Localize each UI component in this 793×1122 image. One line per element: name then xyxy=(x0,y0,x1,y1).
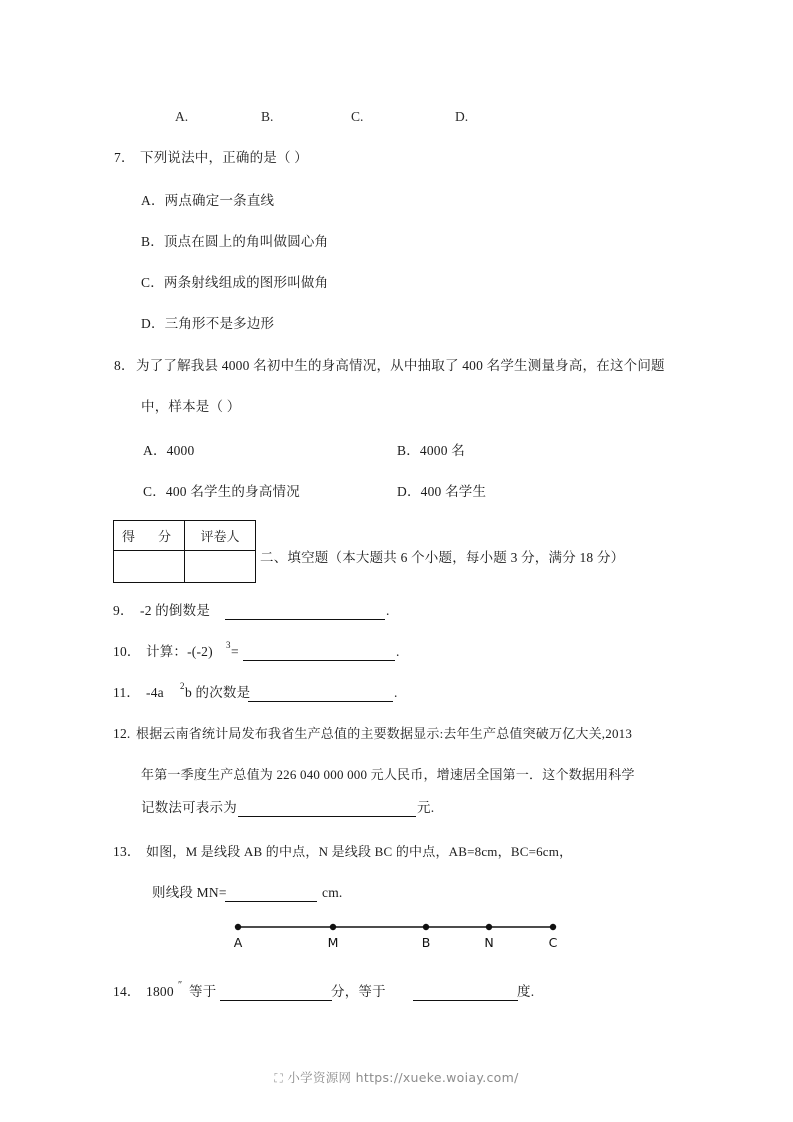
question-14-blank-2[interactable] xyxy=(413,985,518,1001)
question-14-mid-2: 分，等于 xyxy=(331,984,386,999)
question-13-blank[interactable] xyxy=(225,886,317,902)
question-8-option-b: B．4000 名 xyxy=(397,443,465,458)
segment-point-c xyxy=(550,924,556,930)
score-table-marker-value[interactable] xyxy=(185,551,256,583)
question-12-line-3-suffix: 元. xyxy=(417,800,435,815)
score-table-score-header xyxy=(114,521,185,551)
choice-letter-c: C. xyxy=(351,109,364,124)
question-14-mid-1: 等于 xyxy=(189,984,217,999)
question-10-blank[interactable] xyxy=(243,645,395,661)
question-9-suffix: . xyxy=(386,603,390,618)
segment-point-n xyxy=(486,924,492,930)
score-table-header-row xyxy=(114,521,256,551)
question-14-unit-mark: ″ xyxy=(178,980,183,991)
question-7-option-a: A．两点确定一条直线 xyxy=(141,193,275,208)
question-12-number: 12. xyxy=(113,726,131,741)
question-11-prefix: -4a xyxy=(146,685,164,700)
question-9-blank[interactable] xyxy=(225,604,385,620)
question-10-number: 10． xyxy=(113,644,141,659)
score-table-marker-header xyxy=(185,521,256,551)
question-14-number: 14． xyxy=(113,984,141,999)
footer-site-name: 小学资源网 xyxy=(287,1070,352,1085)
segment-point-a xyxy=(235,924,241,930)
question-7-stem: 下列说法中，正确的是（ ） xyxy=(140,150,308,165)
question-11-suffix: . xyxy=(394,685,398,700)
segment-label-m: M xyxy=(327,935,339,950)
question-8-option-d: D．400 名学生 xyxy=(397,484,487,499)
segment-label-b: B xyxy=(421,935,431,950)
question-8-option-a: A．4000 xyxy=(143,443,195,458)
question-7-option-b: B．顶点在圆上的角叫做圆心角 xyxy=(141,234,329,249)
question-11-prefix-2: b 的次数是 xyxy=(185,685,251,700)
question-13-line-1: 如图，M 是线段 AB 的中点，N 是线段 BC 的中点，AB=8cm，BC=6cm， xyxy=(146,844,573,859)
site-logo-icon: ⛶ xyxy=(274,1071,284,1085)
question-12-line-3-prefix: 记数法可表示为 xyxy=(141,800,237,815)
segment-label-n: N xyxy=(484,935,494,950)
question-12-line-1: 根据云南省统计局发布我省生产总值的主要数据显示:去年生产总值突破万亿大关,2013 xyxy=(136,726,633,741)
question-8-option-c: C．400 名学生的身高情况 xyxy=(143,484,300,499)
question-10-suffix: . xyxy=(396,644,400,659)
question-14-blank-1[interactable] xyxy=(220,985,332,1001)
score-table-value-row xyxy=(114,551,256,583)
score-table-score-value[interactable] xyxy=(114,551,185,583)
choice-letter-d: D. xyxy=(455,109,469,124)
question-8-number: 8． xyxy=(114,358,135,373)
question-10-prefix: 计算：-(-2) xyxy=(146,644,213,659)
question-11-exponent: 2 xyxy=(180,681,185,691)
question-8-stem-line-2: 中，样本是（ ） xyxy=(141,399,241,414)
footer-watermark xyxy=(0,1068,793,1086)
question-9-number: 9． xyxy=(113,603,134,618)
question-12-line-2: 年第一季度生产总值为 226 040 000 000 元人民币，增速居全国第一．这个数据用科学 xyxy=(141,767,635,782)
question-13-line-2-prefix: 则线段 MN= xyxy=(152,885,227,900)
choice-letter-b: B. xyxy=(261,109,274,124)
marker-header-label: 评卷人 xyxy=(200,529,240,544)
choice-letter-a: A. xyxy=(175,109,189,124)
question-11-number: 11． xyxy=(113,685,141,700)
question-7-number: 7． xyxy=(114,150,135,165)
question-7-option-c: C．两条射线组成的图形叫做角 xyxy=(141,275,329,290)
question-13-line-2-suffix: cm. xyxy=(322,885,343,900)
section-two-heading: 二、填空题（本大题共 6 个小题，每小题 3 分，满分 18 分） xyxy=(260,550,625,565)
segment-label-c: C xyxy=(548,935,558,950)
question-11-blank[interactable] xyxy=(248,686,393,702)
segment-point-m xyxy=(330,924,336,930)
question-9-prefix: -2 的倒数是 xyxy=(140,603,211,618)
segment-label-a: A xyxy=(233,935,243,950)
footer-url[interactable]: https://xueke.woiay.com/ xyxy=(355,1070,519,1085)
score-header-label: 得 分 xyxy=(121,529,176,544)
question-10-equals: = xyxy=(231,644,239,659)
segment-point-b xyxy=(423,924,429,930)
question-13-number: 13． xyxy=(113,844,141,859)
question-12-blank[interactable] xyxy=(238,801,416,817)
question-10-exponent: 3 xyxy=(226,640,231,650)
question-14-prefix: 1800 xyxy=(146,984,174,999)
question-7-option-d: D．三角形不是多边形 xyxy=(141,316,275,331)
question-8-stem-line-1: 为了了解我县 4000 名初中生的身高情况，从中抽取了 400 名学生测量身高，在这个问题 xyxy=(136,358,665,373)
score-table xyxy=(113,520,256,583)
question-14-suffix: 度. xyxy=(517,984,535,999)
